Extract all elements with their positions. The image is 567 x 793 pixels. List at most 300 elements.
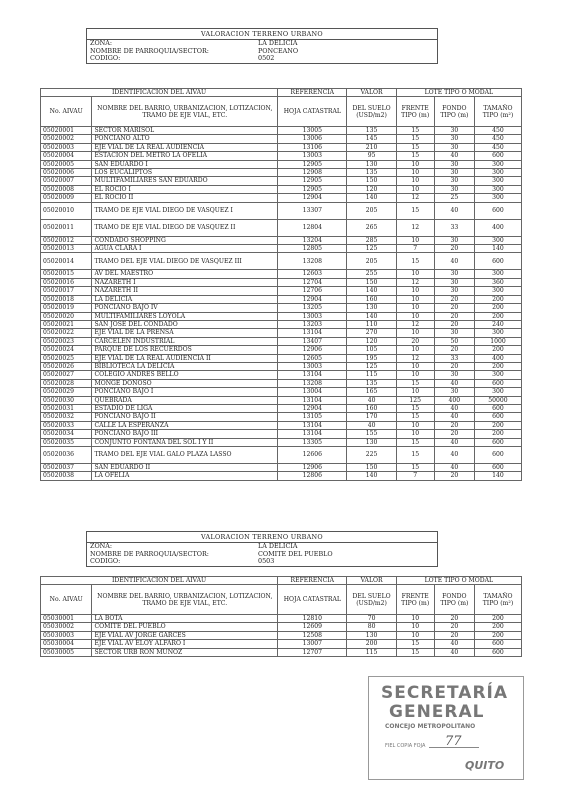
section1-title: VALORACION TERRENO URBANO [87,29,437,40]
stamp-line1: SECRETARÍA [381,683,509,703]
cell-tamano: 300 [474,270,521,278]
cell-nombre: PONCIANO ALTO [92,135,278,143]
cell-nombre: BIBLIOTECA LA DELICIA [92,362,278,370]
table-row [41,169,522,177]
cell-tamano: 240 [474,320,521,328]
cell-suelo: 170 [347,413,396,421]
table-row [41,185,522,193]
cell-no-aivau: 05020020 [41,312,92,320]
cell-nombre: PARQUE DE LOS RECUERDOS [92,346,278,354]
cell-hoja: 13106 [278,143,347,151]
cell-nombre: QUEBRADA [92,396,278,404]
table-row [41,135,522,143]
cell-fondo: 30 [434,169,474,177]
cell-tamano: 300 [474,371,521,379]
cell-suelo: 255 [347,270,396,278]
cell-no-aivau: 05020018 [41,295,92,303]
cell-suelo: 95 [347,152,396,160]
cell-suelo: 110 [347,320,396,328]
valuation-table-0502 [40,88,522,481]
col-group-lote: LOTE TIPO O MODAL [396,577,521,585]
cell-frente: 10 [396,623,434,631]
cell-frente: 10 [396,304,434,312]
table-row [41,421,522,429]
cell-frente: 15 [396,404,434,412]
cell-nombre: LA OFELIA [92,472,278,480]
col-group-referencia: REFERENCIA [278,577,347,585]
codigo-value: 0503 [258,557,275,566]
cell-frente: 10 [396,160,434,168]
cell-fondo: 30 [434,278,474,286]
col-fondo: FONDO TIPO (m) [434,585,474,615]
cell-hoja: 13104 [278,329,347,337]
cell-frente: 15 [396,152,434,160]
cell-tamano: 300 [474,177,521,185]
cell-hoja: 13407 [278,337,347,345]
cell-tamano: 140 [474,245,521,253]
cell-fondo: 400 [434,396,474,404]
cell-nombre: EJE VIAL DE LA REAL AUDIENCIA II [92,354,278,362]
cell-nombre: PONCIANO BAJO IV [92,304,278,312]
cell-hoja: 12805 [278,245,347,253]
table-row [41,362,522,370]
table-row [41,337,522,345]
cell-frente: 10 [396,371,434,379]
parroquia-value: PONCEANO [258,46,299,55]
codigo-row [87,55,437,63]
cell-suelo: 160 [347,295,396,303]
cell-fondo: 30 [434,135,474,143]
parroquia-label: NOMBRE DE PARROQUIA/SECTOR: [90,46,209,55]
cell-suelo: 40 [347,396,396,404]
cell-hoja: 12810 [278,615,347,623]
cell-suelo: 140 [347,472,396,480]
cell-no-aivau: 05020030 [41,396,92,404]
cell-hoja: 12904 [278,404,347,412]
cell-suelo: 135 [347,169,396,177]
cell-nombre: LOS EUCALIPTOS [92,169,278,177]
cell-hoja: 13006 [278,135,347,143]
cell-tamano: 50000 [474,396,521,404]
table-row [41,236,522,244]
cell-suelo: 70 [347,615,396,623]
stamp-logo: QUITO [465,759,505,772]
cell-frente: 15 [396,202,434,219]
cell-fondo: 20 [434,312,474,320]
cell-no-aivau: 05020036 [41,447,92,464]
cell-no-aivau: 05020034 [41,430,92,438]
cell-no-aivau: 05020028 [41,379,92,387]
cell-frente: 10 [396,236,434,244]
col-group-identificacion: IDENTIFICACION DEL AIVAU [41,89,278,97]
codigo-label: CODIGO: [90,557,121,566]
table-row [41,270,522,278]
cell-tamano: 200 [474,295,521,303]
cell-nombre: PONCIANO BAJO I [92,388,278,396]
zona-label: ZONA: [90,39,113,47]
cell-nombre: EL ROCIO II [92,194,278,202]
cell-no-aivau: 05020038 [41,472,92,480]
cell-tamano: 300 [474,194,521,202]
cell-no-aivau: 05020012 [41,236,92,244]
section2-header [86,531,438,567]
cell-suelo: 130 [347,304,396,312]
cell-tamano: 600 [474,379,521,387]
cell-no-aivau: 05020025 [41,354,92,362]
table-row [41,447,522,464]
cell-suelo: 160 [347,404,396,412]
cell-hoja: 13003 [278,152,347,160]
cell-hoja: 13104 [278,396,347,404]
cell-nombre: EJE VIAL DE LA PRENSA [92,329,278,337]
cell-no-aivau: 05020029 [41,388,92,396]
cell-tamano: 450 [474,143,521,151]
cell-hoja: 12905 [278,185,347,193]
codigo-value: 0502 [258,54,275,63]
cell-frente: 15 [396,135,434,143]
cell-suelo: 115 [347,648,396,656]
cell-nombre: CARCELEN INDUSTRIAL [92,337,278,345]
cell-tamano: 200 [474,631,521,639]
table-row [41,304,522,312]
cell-frente: 15 [396,447,434,464]
cell-no-aivau: 05020027 [41,371,92,379]
cell-tamano: 200 [474,623,521,631]
cell-frente: 7 [396,245,434,253]
cell-frente: 7 [396,472,434,480]
cell-tamano: 200 [474,615,521,623]
cell-nombre: TRAMO DEL EJE VIAL DIEGO DE VASQUEZ III [92,253,278,270]
cell-no-aivau: 05020016 [41,278,92,286]
cell-frente: 125 [396,396,434,404]
cell-no-aivau: 05030004 [41,640,92,648]
cell-fondo: 40 [434,447,474,464]
cell-fondo: 30 [434,177,474,185]
cell-nombre: LA DELICIA [92,295,278,303]
cell-nombre: CONJUNTO FONTANA DEL SOL I Y II [92,438,278,446]
cell-tamano: 300 [474,185,521,193]
cell-suelo: 165 [347,388,396,396]
cell-fondo: 30 [434,160,474,168]
cell-tamano: 600 [474,648,521,656]
table-row [41,312,522,320]
table-row [41,472,522,480]
cell-no-aivau: 05020006 [41,169,92,177]
table-row [41,320,522,328]
table-row [41,631,522,639]
cell-tamano: 300 [474,287,521,295]
cell-fondo: 50 [434,337,474,345]
cell-no-aivau: 05020024 [41,346,92,354]
cell-tamano: 300 [474,329,521,337]
table-row [41,640,522,648]
cell-suelo: 130 [347,160,396,168]
table-row [41,623,522,631]
cell-suelo: 285 [347,236,396,244]
cell-frente: 15 [396,438,434,446]
cell-hoja: 12905 [278,160,347,168]
cell-fondo: 20 [434,631,474,639]
cell-frente: 10 [396,287,434,295]
cell-frente: 10 [396,177,434,185]
cell-no-aivau: 05020019 [41,304,92,312]
certification-stamp [368,676,524,780]
cell-hoja: 13205 [278,304,347,312]
cell-nombre: MULTIFAMILIARES LOYOLA [92,312,278,320]
table-row [41,438,522,446]
cell-nombre: EL ROCIO I [92,185,278,193]
col-hoja: HOJA CATASTRAL [278,585,347,615]
cell-tamano: 600 [474,438,521,446]
cell-no-aivau: 05030003 [41,631,92,639]
cell-no-aivau: 05020035 [41,438,92,446]
cell-nombre: COMITE DEL PUEBLO [92,623,278,631]
cell-fondo: 30 [434,371,474,379]
cell-suelo: 150 [347,177,396,185]
col-group-identificacion: IDENTIFICACION DEL AIVAU [41,577,278,585]
cell-tamano: 140 [474,472,521,480]
cell-tamano: 600 [474,253,521,270]
cell-tamano: 1000 [474,337,521,345]
codigo-label: CODIGO: [90,54,121,63]
cell-hoja: 13003 [278,362,347,370]
cell-fondo: 33 [434,219,474,236]
cell-hoja: 12908 [278,169,347,177]
cell-fondo: 33 [434,354,474,362]
table-row [41,413,522,421]
cell-fondo: 20 [434,623,474,631]
cell-fondo: 40 [434,438,474,446]
cell-no-aivau: 05020001 [41,127,92,135]
cell-no-aivau: 05030005 [41,648,92,656]
cell-fondo: 30 [434,236,474,244]
cell-frente: 10 [396,312,434,320]
cell-no-aivau: 05020003 [41,143,92,151]
cell-nombre: TRAMO DE EJE VIAL DIEGO DE VASQUEZ II [92,219,278,236]
cell-tamano: 200 [474,312,521,320]
cell-no-aivau: 05020026 [41,362,92,370]
cell-nombre: LA BOTA [92,615,278,623]
cell-no-aivau: 05020005 [41,160,92,168]
table-row [41,346,522,354]
cell-no-aivau: 05020033 [41,421,92,429]
cell-suelo: 140 [347,194,396,202]
cell-hoja: 12605 [278,354,347,362]
valuation-table-0503 [40,576,522,657]
cell-hoja: 12508 [278,631,347,639]
cell-nombre: MULTIFAMILIARES SAN EDUARDO [92,177,278,185]
cell-suelo: 205 [347,253,396,270]
cell-suelo: 200 [347,640,396,648]
cell-tamano: 600 [474,152,521,160]
cell-no-aivau: 05020004 [41,152,92,160]
col-group-valor: VALOR [347,89,396,97]
cell-nombre: MONGE DONOSO [92,379,278,387]
table-row [41,177,522,185]
table-row [41,430,522,438]
cell-suelo: 140 [347,287,396,295]
cell-nombre: ESTACION DEL METRO LA OFELIA [92,152,278,160]
cell-frente: 10 [396,430,434,438]
table-row [41,464,522,472]
cell-nombre: PONCIANO BAJO II [92,413,278,421]
cell-no-aivau: 05020014 [41,253,92,270]
cell-frente: 10 [396,346,434,354]
cell-fondo: 20 [434,304,474,312]
cell-tamano: 300 [474,388,521,396]
cell-hoja: 12905 [278,177,347,185]
cell-frente: 12 [396,278,434,286]
cell-no-aivau: 05020031 [41,404,92,412]
table-row [41,287,522,295]
cell-fondo: 30 [434,388,474,396]
cell-fondo: 30 [434,143,474,151]
cell-frente: 10 [396,295,434,303]
cell-nombre: CONDADO SHOPPING [92,236,278,244]
cell-fondo: 20 [434,245,474,253]
cell-frente: 10 [396,362,434,370]
cell-nombre: AGUA CLARA I [92,245,278,253]
cell-fondo: 40 [434,648,474,656]
col-tamano: TAMAÑO TIPO (m²) [474,97,521,127]
stamp-line3: CONCEJO METROPOLITANO [385,723,476,730]
cell-suelo: 40 [347,421,396,429]
col-suelo: DEL SUELO (USD/m2) [347,585,396,615]
cell-tamano: 600 [474,464,521,472]
table-row [41,143,522,151]
cell-tamano: 600 [474,413,521,421]
stamp-line2: GENERAL [389,702,485,722]
cell-nombre: TRAMO DE EJE VIAL DIEGO DE VASQUEZ I [92,202,278,219]
cell-fondo: 30 [434,185,474,193]
table-row [41,396,522,404]
cell-no-aivau: 05020015 [41,270,92,278]
table-row [41,245,522,253]
cell-no-aivau: 05030002 [41,623,92,631]
cell-tamano: 200 [474,430,521,438]
cell-hoja: 12707 [278,648,347,656]
cell-suelo: 140 [347,312,396,320]
cell-suelo: 120 [347,185,396,193]
cell-fondo: 40 [434,404,474,412]
cell-frente: 15 [396,464,434,472]
table-row [41,127,522,135]
cell-frente: 15 [396,253,434,270]
cell-nombre: SAN EDUARDO I [92,160,278,168]
cell-hoja: 13105 [278,413,347,421]
cell-tamano: 360 [474,278,521,286]
cell-suelo: 205 [347,202,396,219]
cell-fondo: 20 [434,346,474,354]
codigo-row [87,558,437,566]
cell-nombre: ESTADIO DE LIGA [92,404,278,412]
cell-no-aivau: 05020002 [41,135,92,143]
col-suelo: DEL SUELO (USD/m2) [347,97,396,127]
cell-no-aivau: 05020011 [41,219,92,236]
cell-fondo: 20 [434,615,474,623]
cell-nombre: TRAMO DEL EJE VIAL GALO PLAZA LASSO [92,447,278,464]
cell-nombre: EJE VIAL AV ELOY ALFARO I [92,640,278,648]
table-row [41,278,522,286]
cell-no-aivau: 05020023 [41,337,92,345]
cell-suelo: 270 [347,329,396,337]
cell-frente: 20 [396,337,434,345]
cell-suelo: 115 [347,371,396,379]
cell-hoja: 13005 [278,127,347,135]
cell-no-aivau: 05020009 [41,194,92,202]
cell-fondo: 20 [434,421,474,429]
cell-hoja: 12904 [278,194,347,202]
cell-no-aivau: 05020013 [41,245,92,253]
cell-suelo: 80 [347,623,396,631]
cell-hoja: 13004 [278,388,347,396]
cell-fondo: 40 [434,202,474,219]
table-row [41,648,522,656]
col-nombre: NOMBRE DEL BARRIO, URBANIZACION, LOTIZACION, TRAMO DE EJE VIAL, ETC. [92,97,278,127]
parroquia-value: COMITE DEL PUEBLO [258,549,333,558]
table-row [41,219,522,236]
cell-hoja: 13003 [278,312,347,320]
cell-suelo: 150 [347,278,396,286]
cell-fondo: 25 [434,194,474,202]
cell-hoja: 13104 [278,430,347,438]
col-tamano: TAMAÑO TIPO (m²) [474,585,521,615]
cell-no-aivau: 05020007 [41,177,92,185]
col-nombre: NOMBRE DEL BARRIO, URBANIZACION, LOTIZACION, TRAMO DE EJE VIAL, ETC. [92,585,278,615]
cell-tamano: 600 [474,404,521,412]
cell-frente: 12 [396,354,434,362]
cell-fondo: 40 [434,253,474,270]
cell-suelo: 125 [347,245,396,253]
cell-frente: 10 [396,329,434,337]
cell-hoja: 12806 [278,472,347,480]
cell-frente: 15 [396,413,434,421]
cell-hoja: 13305 [278,438,347,446]
section2-title: VALORACION TERRENO URBANO [87,532,437,543]
cell-suelo: 125 [347,362,396,370]
cell-no-aivau: 05020017 [41,287,92,295]
table-row [41,202,522,219]
cell-hoja: 12804 [278,219,347,236]
col-fondo: FONDO TIPO (m) [434,97,474,127]
cell-tamano: 450 [474,127,521,135]
cell-frente: 10 [396,631,434,639]
zona-value: LA DELICIA [258,39,298,47]
cell-nombre: NAZARETH I [92,278,278,286]
table-row [41,379,522,387]
cell-tamano: 200 [474,346,521,354]
cell-nombre: NAZARETH II [92,287,278,295]
cell-suelo: 135 [347,127,396,135]
cell-hoja: 12904 [278,295,347,303]
cell-suelo: 130 [347,631,396,639]
cell-hoja: 13203 [278,320,347,328]
cell-suelo: 130 [347,438,396,446]
cell-frente: 15 [396,127,434,135]
cell-fondo: 30 [434,287,474,295]
cell-tamano: 600 [474,640,521,648]
parroquia-label: NOMBRE DE PARROQUIA/SECTOR: [90,549,209,558]
cell-hoja: 12609 [278,623,347,631]
cell-tamano: 200 [474,362,521,370]
col-group-valor: VALOR [347,577,396,585]
cell-hoja: 13007 [278,640,347,648]
cell-frente: 15 [396,640,434,648]
cell-hoja: 13208 [278,253,347,270]
cell-frente: 12 [396,320,434,328]
stamp-foja-number: 77 [445,734,462,749]
cell-hoja: 12706 [278,287,347,295]
